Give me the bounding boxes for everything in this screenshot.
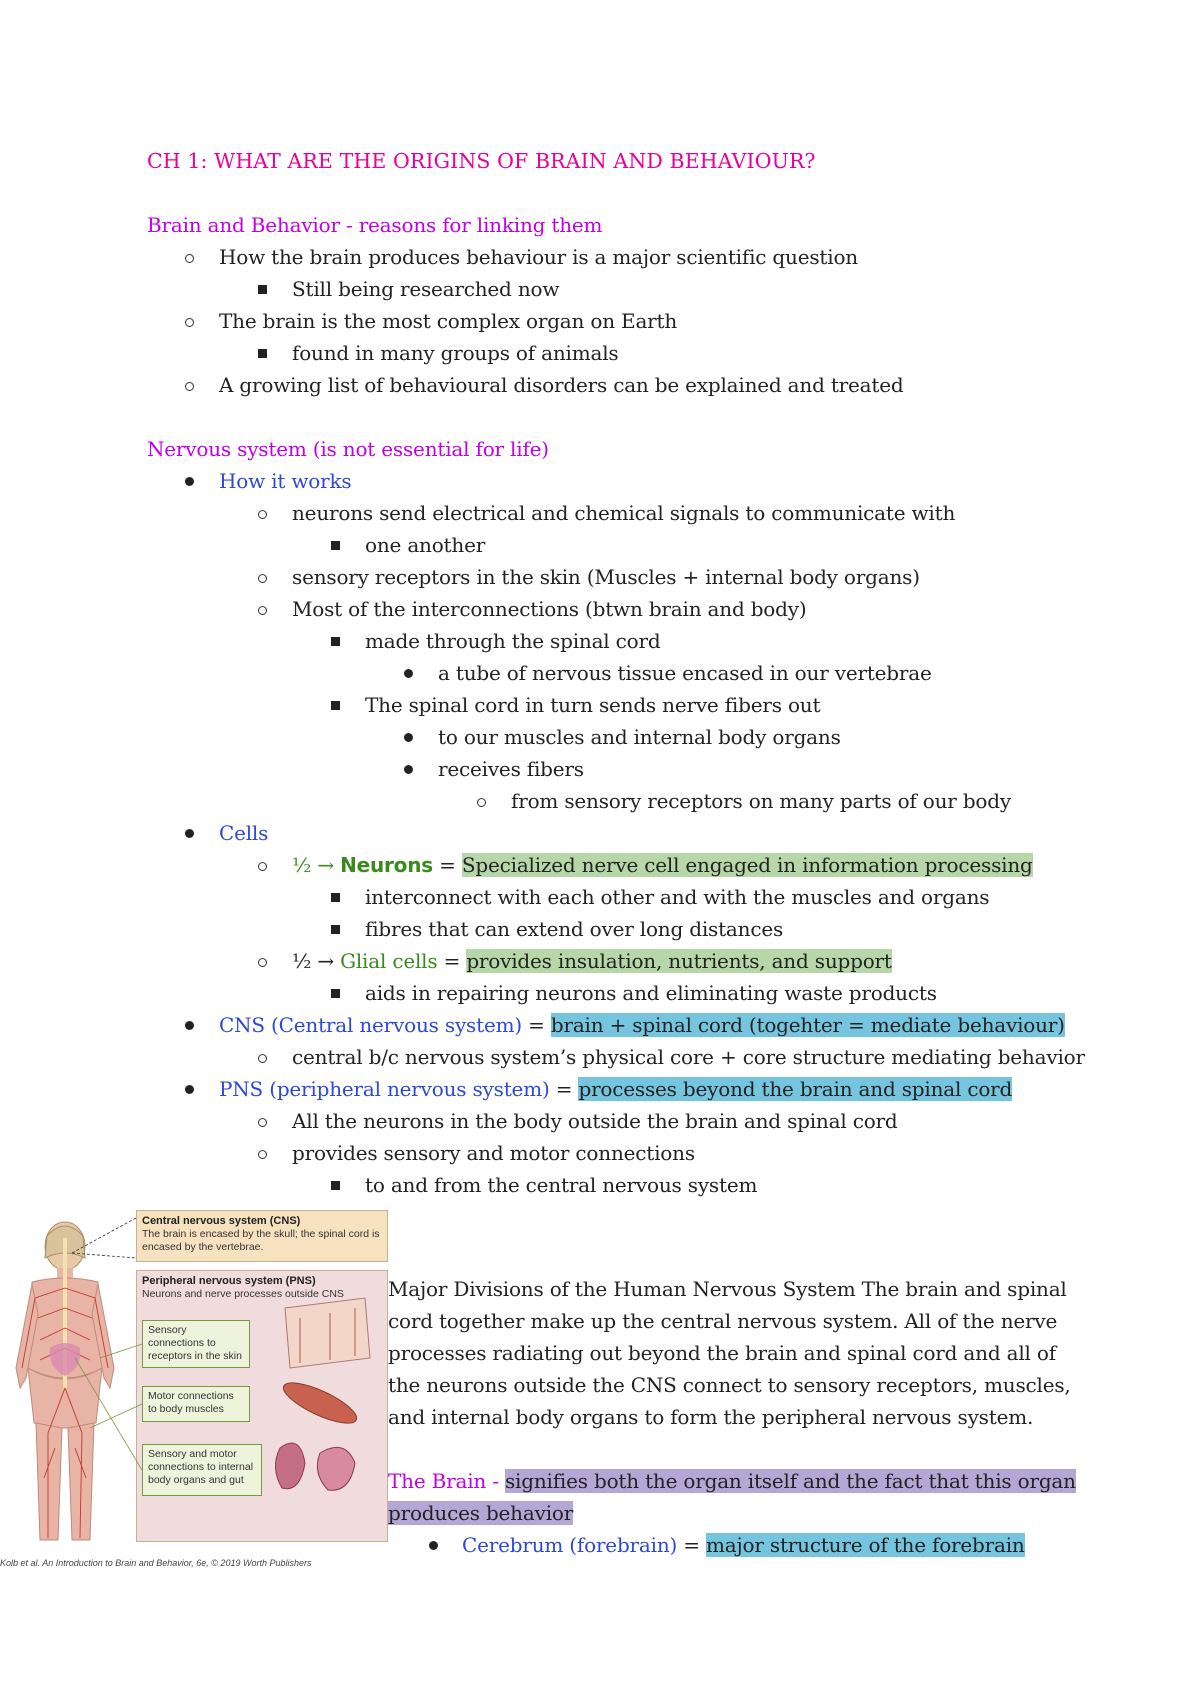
pns-line [219,1075,1012,1103]
list-item: to our muscles and internal body organs [438,725,841,749]
cerebrum-line [462,1531,1025,1559]
glial-label: Glial cells [340,949,438,973]
section-title-nervous-system: Nervous system (is not essential for life) [147,437,549,461]
list-item: one another [365,533,486,557]
chapter-heading: CH 1: WHAT ARE THE ORIGINS OF BRAIN AND BEHAVIOUR? [147,149,816,173]
bullet-open-circle [185,382,194,391]
brain-line-2 [388,1499,573,1527]
bullet-dot [404,669,413,678]
pns-box-title: Peripheral nervous system (PNS) [142,1275,316,1287]
list-item: receives fibers [438,757,584,781]
list-item: Still being researched now [292,277,560,301]
figure-connector-lines [0,1208,390,1568]
caption-line: and internal body organs to form the peripheral nervous system. [388,1405,1034,1429]
nervous-system-figure [0,1208,390,1568]
bullet-open-circle [477,798,486,807]
cns-definition: brain + spinal cord (togehter = mediate behaviour) [550,1013,1065,1037]
bullet-square [258,349,267,358]
caption-line: processes radiating out beyond the brain and spinal cord and all of [388,1341,1056,1365]
organ-illustration [275,1443,355,1490]
cns-equals: = [528,1013,545,1037]
cerebrum-definition: major structure of the forebrain [706,1533,1025,1557]
pns-definition: processes beyond the brain and spinal cord [578,1077,1013,1101]
bullet-open-circle [258,510,267,519]
bullet-open-circle [185,318,194,327]
bullet-square [331,925,340,934]
glial-definition: provides insulation, nutrients, and support [466,949,892,973]
bullet-open-circle [258,862,267,871]
neurons-label: Neurons [340,853,433,877]
caption-line: the neurons outside the CNS connect to sensory receptors, muscles, [388,1373,1071,1397]
list-item: How the brain produces behaviour is a major scientific question [219,245,858,269]
brain-line [388,1467,1076,1495]
bullet-square [331,1181,340,1190]
list-item: to and from the central nervous system [365,1173,758,1197]
list-item: sensory receptors in the skin (Muscles + internal body organs) [292,565,920,589]
cells-label: Cells [219,821,269,845]
bullet-open-circle [258,1118,267,1127]
bullet-square [331,701,340,710]
list-item: aids in repairing neurons and eliminating waste products [365,981,937,1005]
glial-line [292,947,892,975]
figure-label-muscles: Motor connections to body muscles [142,1386,250,1422]
pns-label: PNS (peripheral nervous system) [219,1077,550,1101]
list-item: neurons send electrical and chemical signals to communicate with [292,501,956,525]
bullet-dot [185,477,194,486]
brain-definition: signifies both the organ itself and the fact that this organ [504,1469,1076,1493]
glial-prefix: ½ → [292,949,334,973]
figure-credit: Kolb et al. An Introduction to Brain and Behavior, 6e, © 2019 Worth Publishers [0,1558,312,1568]
section-title-brain-behavior: Brain and Behavior - reasons for linking them [147,213,603,237]
list-item: fibres that can extend over long distances [365,917,784,941]
list-item: A growing list of behavioural disorders can be explained and treated [219,373,904,397]
glial-equals: = [443,949,461,973]
neurons-definition: Specialized nerve cell engaged in information processing [461,853,1033,877]
bullet-dot [185,829,194,838]
bullet-dot [429,1541,438,1550]
bullet-open-circle [185,254,194,263]
pns-equals: = [555,1077,573,1101]
bullet-square [331,541,340,550]
bullet-dot [185,1021,194,1030]
cerebrum-label: Cerebrum (forebrain) [462,1533,678,1557]
skin-illustration [285,1298,370,1368]
figure-label-organs: Sensory and motor connections to internal body organs and gut [142,1444,262,1496]
bullet-square [258,285,267,294]
bullet-dot [404,765,413,774]
list-item: The brain is the most complex organ on Earth [219,309,678,333]
list-item: interconnect with each other and with the muscles and organs [365,885,990,909]
bullet-square [331,637,340,646]
bullet-open-circle [258,606,267,615]
brain-label: The Brain - [388,1469,499,1493]
bullet-square [331,893,340,902]
bullet-open-circle [258,958,267,967]
list-item: Most of the interconnections (btwn brain and body) [292,597,807,621]
figure-label-skin: Sensory connections to receptors in the skin [142,1320,250,1368]
cns-label: CNS (Central nervous system) [219,1013,522,1037]
caption-line: Major Divisions of the Human Nervous System The brain and spinal [388,1277,1067,1301]
list-item: The spinal cord in turn sends nerve fibers out [365,693,821,717]
caption-line: cord together make up the central nervous system. All of the nerve [388,1309,1058,1333]
list-item: found in many groups of animals [292,341,619,365]
bullet-open-circle [258,574,267,583]
bullet-open-circle [258,1150,267,1159]
list-item: provides sensory and motor connections [292,1141,695,1165]
pns-box-text: Neurons and nerve processes outside CNS [142,1288,344,1300]
cns-box-text: The brain is encased by the skull; the spinal cord is encased by the vertebrae. [142,1228,380,1253]
bullet-square [331,989,340,998]
bullet-dot [404,733,413,742]
list-item: a tube of nervous tissue encased in our vertebrae [438,661,932,685]
brain-definition-continued: produces behavior [388,1501,574,1525]
neurons-line [292,851,1033,879]
list-item: made through the spinal cord [365,629,661,653]
bullet-dot [185,1085,194,1094]
list-item: central b/c nervous system’s physical core + core structure mediating behavior [292,1045,1085,1069]
neurons-prefix: ½ → [292,853,334,877]
cerebrum-equals: = [683,1533,700,1557]
neurons-equals: = [439,853,456,877]
cns-line [219,1011,1065,1039]
list-item: from sensory receptors on many parts of our body [511,789,1011,813]
how-it-works-label: How it works [219,469,352,493]
muscle-illustration [279,1375,362,1431]
list-item: All the neurons in the body outside the brain and spinal cord [292,1109,898,1133]
cns-box-title: Central nervous system (CNS) [142,1215,301,1227]
bullet-open-circle [258,1054,267,1063]
